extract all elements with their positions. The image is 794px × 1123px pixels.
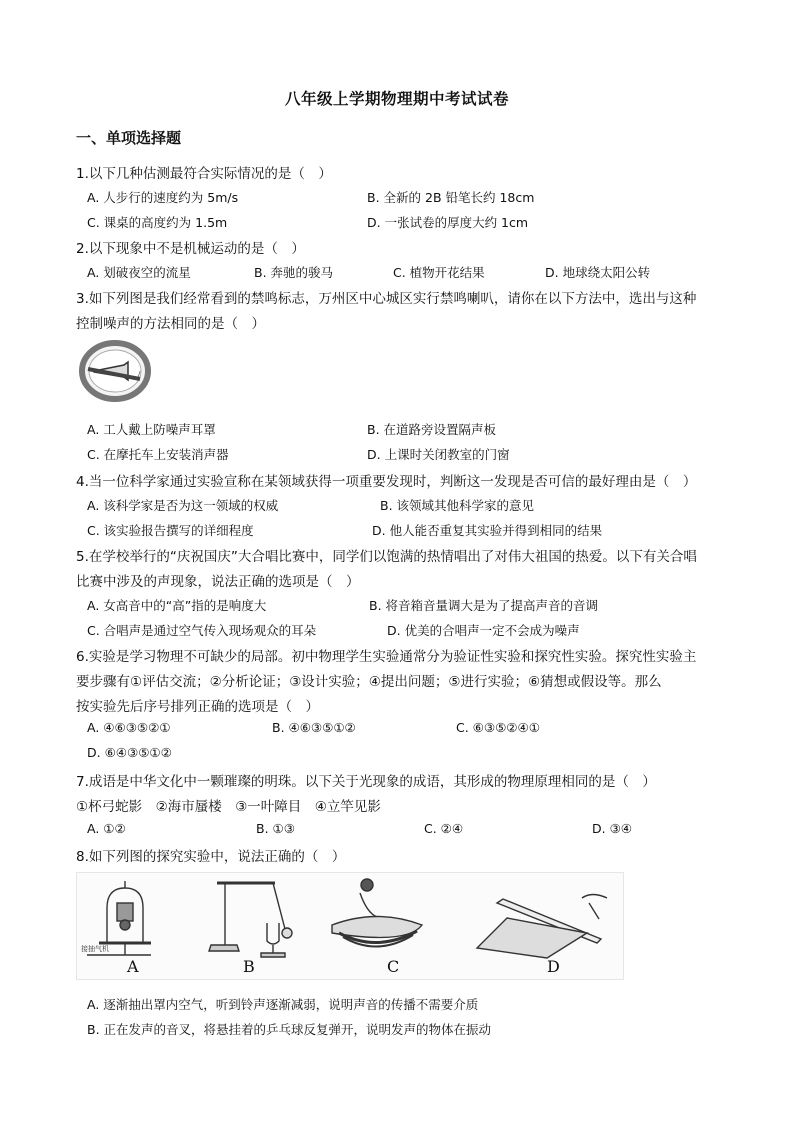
- drum-illustration: [332, 879, 422, 947]
- q1-option-a: A. 人步行的速度约为 5m/s: [87, 190, 239, 205]
- q3-option-b: B. 在道路旁设置隔声板: [367, 422, 497, 437]
- q8-figure: [76, 872, 624, 980]
- section-heading: 一、单项选择题: [76, 129, 182, 147]
- q1-option-b: B. 全新的 2B 铅笔长约 18cm: [367, 190, 535, 205]
- q5-stem-line1: 5.在学校举行的“庆祝国庆”大合唱比赛中，同学们以饱满的热情唱出了对伟大祖国的热爱。以下有关合唱: [76, 549, 697, 565]
- q6-option-c: C. ⑥③⑤②④①: [456, 720, 540, 735]
- q2-option-b: B. 奔驰的骏马: [254, 265, 334, 280]
- q4-option-b: B. 该领域其他科学家的意见: [380, 498, 535, 513]
- q3-stem-line1: 3.如下列图是我们经常看到的禁鸣标志，万州区中心城区实行禁鸣喇叭，请你在以下方法中，选出与这种: [76, 291, 697, 307]
- q4-option-c: C. 该实验报告撰写的详细程度: [87, 523, 254, 538]
- q6-stem-line1: 6.实验是学习物理不可缺少的局部。初中物理学生实验通常分为验证性实验和探究性实验。探究性实验主: [76, 649, 697, 665]
- q8-experiment-illustrations: [77, 873, 623, 979]
- fig-a-label: A: [127, 957, 139, 976]
- q6-option-d: D. ⑥④③⑤①②: [87, 745, 172, 760]
- q5-stem-line2: 比赛中涉及的声现象，说法正确的选项是（ ）: [76, 574, 360, 590]
- q5-option-a: A. 女高音中的“高”指的是响度大: [87, 598, 267, 613]
- q2-stem: 2.以下现象中不是机械运动的是（ ）: [76, 241, 305, 257]
- q5-option-c: C. 合唱声是通过空气传入现场观众的耳朵: [87, 623, 317, 638]
- q1-stem: 1.以下几种估测最符合实际情况的是（ ）: [76, 166, 332, 182]
- fig-c-label: C: [387, 957, 400, 976]
- q3-stem-line2: 控制噪声的方法相同的是（ ）: [76, 316, 265, 332]
- q4-option-d: D. 他人能否重复其实验并得到相同的结果: [372, 523, 603, 538]
- no-horn-sign-icon: [78, 340, 154, 402]
- q2-option-d: D. 地球绕太阳公转: [545, 265, 651, 280]
- q6-stem-line3: 按实验先后序号排列正确的选项是（ ）: [76, 699, 319, 715]
- q3-option-a: A. 工人戴上防噪声耳罩: [87, 422, 216, 437]
- q4-option-a: A. 该科学家是否为这一领域的权威: [87, 498, 279, 513]
- q2-option-c: C. 植物开花结果: [393, 265, 485, 280]
- q6-option-a: A. ④⑥③⑤②①: [87, 720, 171, 735]
- page-title: 八年级上学期物理期中考试试卷: [284, 90, 509, 108]
- q6-stem-line2: 要步骤有①评估交流；②分析论证；③设计实验；④提出问题；⑤进行实验；⑥猜想或假设等。那么: [76, 674, 662, 690]
- q4-stem: 4.当一位科学家通过实验宣称在某领域获得一项重要发现时，判断这一发现是否可信的最好理由是（ ）: [76, 474, 697, 490]
- q3-option-c: C. 在摩托车上安装消声器: [87, 447, 229, 462]
- q6-option-b: B. ④⑥③⑤①②: [272, 720, 356, 735]
- q1-option-d: D. 一张试卷的厚度大约 1cm: [367, 215, 529, 230]
- svg-text:/: /: [138, 370, 141, 378]
- q8-stem: 8.如下列图的探究实验中，说法正确的（ ）: [76, 849, 346, 865]
- q7-stem: 7.成语是中华文化中一颗璀璨的明珠。以下关于光现象的成语，其形成的物理原理相同的是（ ）: [76, 774, 656, 790]
- fig-a-pump-label: 接抽气机: [81, 945, 109, 953]
- q8-option-b: B. 正在发声的音叉，将悬挂着的乒乓球反复弹开，说明发声的物体在振动: [87, 1022, 492, 1037]
- q7-option-c: C. ②④: [424, 821, 464, 836]
- q8-option-a: A. 逐渐抽出罩内空气，听到铃声逐渐减弱，说明声音的传播不需要介质: [87, 997, 479, 1012]
- fig-b-label: B: [243, 957, 255, 976]
- q7-option-d: D. ③④: [592, 821, 632, 836]
- q5-option-d: D. 优美的合唱声一定不会成为噪声: [387, 623, 580, 638]
- q7-option-a: A. ①②: [87, 821, 126, 836]
- q2-option-a: A. 划破夜空的流星: [87, 265, 191, 280]
- q5-option-b: B. 将音箱音量调大是为了提高声音的音调: [369, 598, 599, 613]
- tuning-fork-illustration: [209, 883, 292, 957]
- fig-d-label: D: [547, 957, 560, 976]
- q7-items: ①杯弓蛇影 ②海市蜃楼 ③一叶障目 ④立竿见影: [76, 799, 381, 815]
- q1-option-c: C. 课桌的高度约为 1.5m: [87, 215, 228, 230]
- ruler-illustration: [477, 895, 607, 959]
- q3-option-d: D. 上课时关闭教室的门窗: [367, 447, 510, 462]
- q7-option-b: B. ①③: [256, 821, 295, 836]
